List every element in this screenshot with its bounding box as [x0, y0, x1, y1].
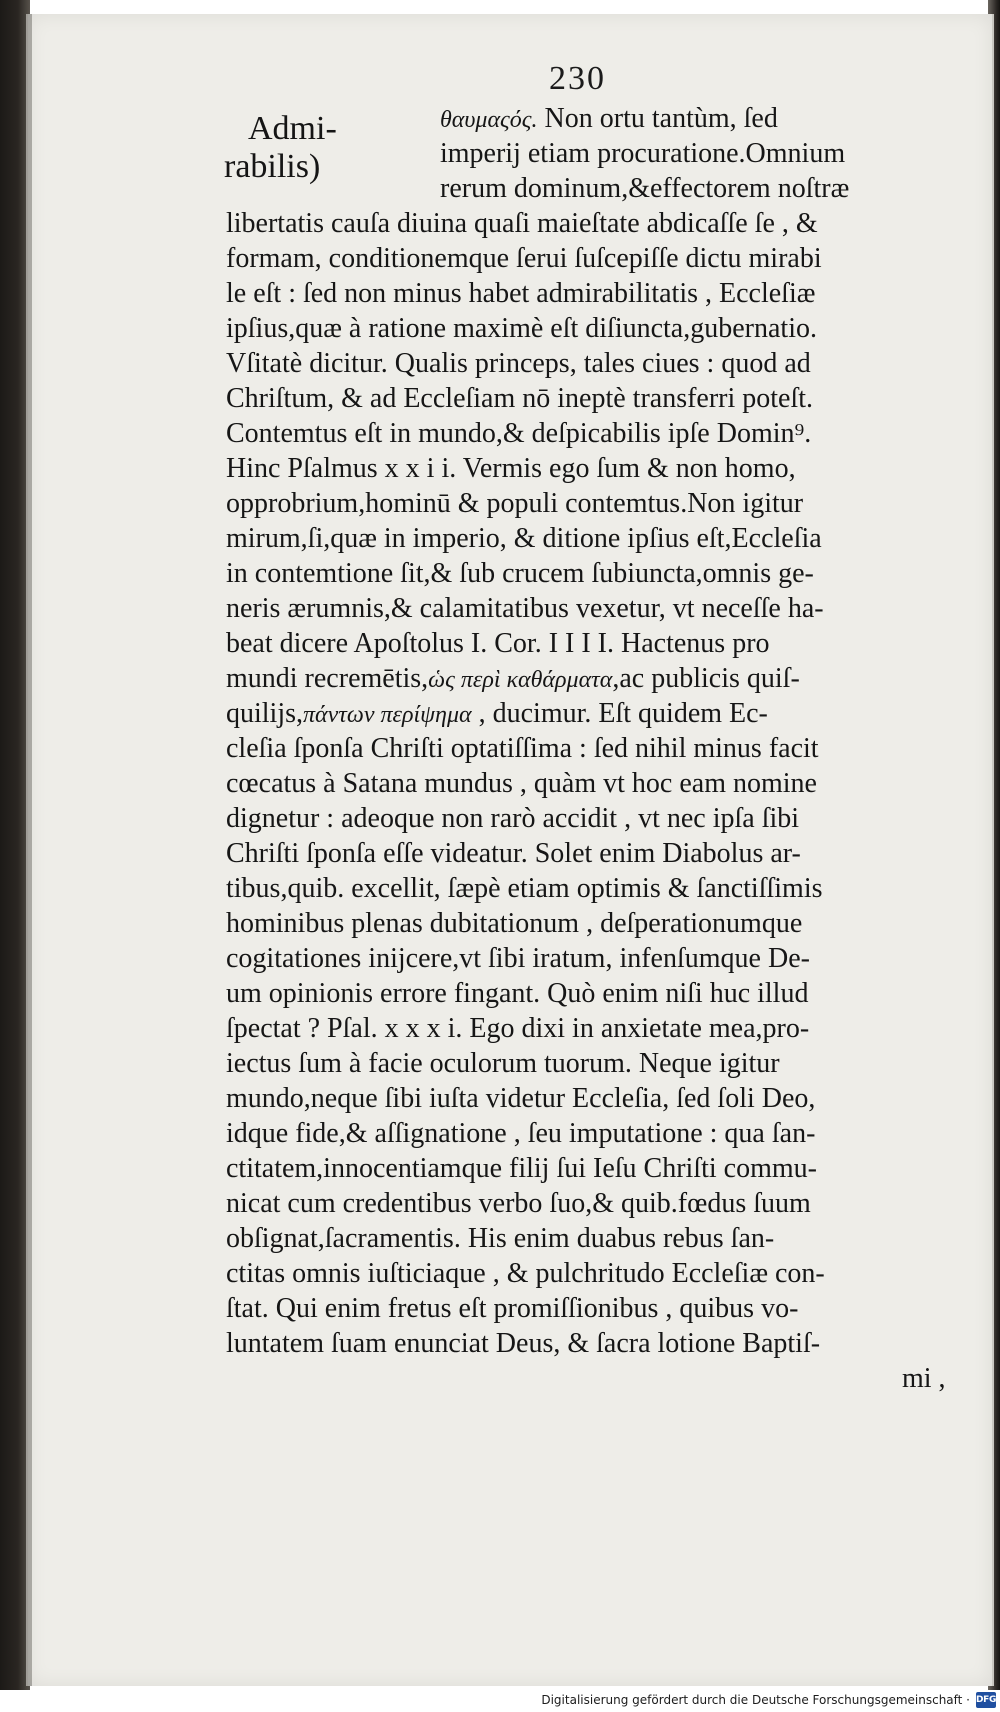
text-line-18 [226, 697, 768, 732]
text-line-6: le eſt : ſed non minus habet admirabilitatis , Eccleſiæ [226, 278, 816, 309]
text-line-16: beat dicere Apoſtolus I. Cor. I I I I. Hactenus pro [226, 628, 770, 659]
text-line-29: mundo,neque ſibi iuſta videtur Eccleſia, ſed ſoli Deo, [226, 1083, 816, 1114]
marginal-note-line-2: rabilis) [224, 148, 321, 185]
greek-word: θαυμαςός. [440, 107, 538, 133]
text-line-17-part-1: mundi recremētis, [226, 663, 429, 694]
text-line-22: Chriſti ſponſa eſſe videatur. Solet enim Diabolus ar- [226, 838, 801, 869]
text-line-35: ſtat. Qui enim fretus eſt promiſſionibus , quibus vo- [226, 1293, 799, 1324]
text-line-37: mi , [902, 1363, 946, 1394]
text-line-5: formam, conditionemque ſerui ſuſcepiſſe dictu mirabi [226, 243, 822, 274]
text-line-34: ctitas omnis iuſticiaque , & pulchritudo Eccleſiæ con- [226, 1258, 825, 1289]
text-line-15: neris ærumnis,& calamitatibus vexetur, vt neceſſe ha- [226, 593, 824, 624]
marginal-note-line-1: Admi- [248, 110, 337, 147]
text-line-11: Hinc Pſalmus x x i i. Vermis ego ſum & non homo, [226, 453, 796, 484]
text-line-1 [440, 102, 778, 137]
text-line-12: opprobrium,hominū & populi contemtus.Non igitur [226, 488, 804, 519]
text-line-7: ipſius,quæ à ratione maximè eſt diſiuncta,gubernatio. [226, 313, 817, 344]
page-number: 230 [549, 60, 606, 97]
text-line-10: Contemtus eſt in mundo,& deſpicabilis ipſe Domin⁹. [226, 418, 812, 449]
text-line-2: imperij etiam procuratione.Omnium [440, 138, 846, 169]
text-line-25: cogitationes inijcere,vt ſibi iratum, infenſumque De- [226, 943, 810, 974]
text-line-8: Vſitatè dicitur. Qualis princeps, tales ciues : quod ad [226, 348, 811, 379]
text-line-18-part-1: quilijs, [226, 698, 304, 729]
text-line-33: obſignat,ſacramentis. His enim duabus rebus ſan- [226, 1223, 775, 1254]
text-line-31: ctitatem,innocentiamque filij ſui Ieſu Chriſti commu- [226, 1153, 817, 1184]
text-line-20: cœcatus à Satana mundus , quàm vt hoc eam nomine [226, 768, 817, 799]
text-line-30: idque fide,& aſſignatione , ſeu imputatione : qua ſan- [226, 1118, 816, 1149]
text-line-4: libertatis cauſa diuina quaſi maieſtate abdicaſſe ſe , & [226, 208, 818, 239]
text-line-14: in contemtione ſit,& ſub crucem ſubiuncta,omnis ge- [226, 558, 814, 589]
greek-phrase-1: ὡς περὶ καθάρματα [428, 667, 613, 693]
text-line-3: rerum dominum,&effectorem noſtræ [440, 173, 850, 204]
text-line-9: Chriſtum, & ad Eccleſiam nō ineptè transferri poteſt. [226, 383, 814, 414]
text-line-27: ſpectat ? Pſal. x x x i. Ego dixi in anxietate mea,pro- [226, 1013, 810, 1044]
text-line-36: luntatem ſuam enunciat Deus, & ſacra lotione Baptiſ- [226, 1328, 821, 1359]
text-line-32: nicat cum credentibus verbo ſuo,& quib.fœdus ſuum [226, 1188, 811, 1219]
dfg-logo: DFG [976, 1692, 996, 1708]
text-line-13: mirum,ſi,quæ in imperio, & ditione ipſius eſt,Eccleſia [226, 523, 822, 554]
text-line-1-body: Non ortu tantùm, ſed [544, 103, 778, 134]
footer-credit: Digitalisierung gefördert durch die Deutsche Forschungsgemeinschaft · [541, 1693, 970, 1707]
text-line-17-part-3: ,ac publicis quiſ- [612, 663, 800, 694]
text-line-17 [226, 662, 800, 697]
text-line-28: iectus ſum à facie oculorum tuorum. Neque igitur [226, 1048, 780, 1079]
text-line-18-part-3: , ducimur. Eſt quidem Ec- [471, 698, 768, 729]
text-line-23: tibus,quib. excellit, ſæpè etiam optimis & ſanctiſſimis [226, 873, 823, 904]
text-line-21: dignetur : adeoque non rarò accidit , vt nec ipſa ſibi [226, 803, 800, 834]
text-line-26: um opinionis errore fingant. Quò enim niſi huc illud [226, 978, 809, 1009]
text-line-19: cleſia ſponſa Chriſti optatiſſima : ſed nihil minus facit [226, 733, 819, 764]
greek-phrase-2: πάντων περίψημα [303, 702, 472, 728]
text-line-24: hominibus plenas dubitationum , deſperationumque [226, 908, 803, 939]
